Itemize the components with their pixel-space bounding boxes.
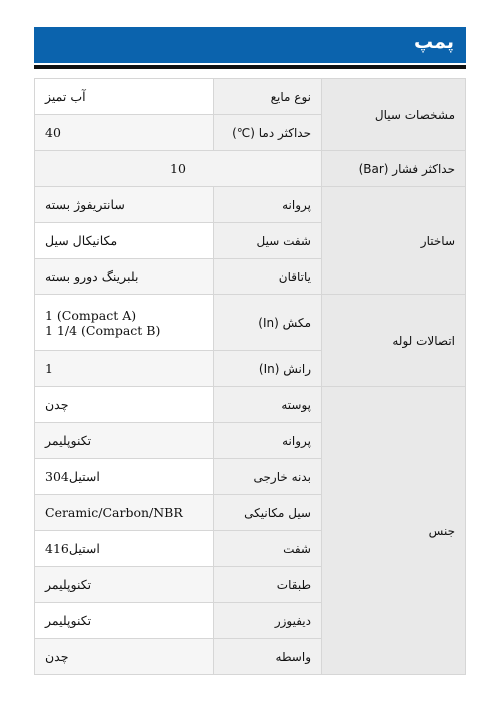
category-structure: ساختار xyxy=(322,187,466,295)
row-value: 40 xyxy=(35,115,214,151)
row-key: یاتاقان xyxy=(214,259,322,295)
value-line: 1 1/4 (Compact B) xyxy=(45,322,161,338)
row-key: بدنه خارجی xyxy=(214,459,322,495)
row-key: پروانه xyxy=(214,423,322,459)
table-row xyxy=(35,295,466,351)
row-value xyxy=(35,295,214,351)
row-key: دیفیوزر xyxy=(214,603,322,639)
header-divider xyxy=(34,65,466,69)
row-value: 1 xyxy=(35,351,214,387)
row-key: طبقات xyxy=(214,567,322,603)
value-line: 1 (Compact A) xyxy=(45,307,137,323)
row-value: بلبرینگ دورو بسته xyxy=(35,259,214,295)
row-key: پروانه xyxy=(214,187,322,223)
category-material: جنس xyxy=(322,387,466,675)
row-value: مکانیکال سیل xyxy=(35,223,214,259)
row-key: رانش (In) xyxy=(214,351,322,387)
row-key: شفت xyxy=(214,531,322,567)
table-row xyxy=(35,151,466,187)
row-value: آب تمیز xyxy=(35,79,214,115)
table-row xyxy=(35,387,466,423)
row-key: حداکثر دما (℃) xyxy=(214,115,322,151)
page-title: پمپ xyxy=(414,31,454,53)
row-value: Ceramic/Carbon/NBR xyxy=(35,495,214,531)
category-fluid: مشخصات سیال xyxy=(322,79,466,151)
row-key: واسطه xyxy=(214,639,322,675)
row-value: تکنوپلیمر xyxy=(35,603,214,639)
row-value: استیل304 xyxy=(35,459,214,495)
table-row xyxy=(35,187,466,223)
row-value: سانتریفوژ بسته xyxy=(35,187,214,223)
row-key: مکش (In) xyxy=(214,295,322,351)
row-key: پوسته xyxy=(214,387,322,423)
category-pressure: حداکثر فشار (Bar) xyxy=(322,151,466,187)
row-key: شفت سیل xyxy=(214,223,322,259)
pressure-value: 10 xyxy=(35,151,322,187)
row-value: چدن xyxy=(35,387,214,423)
spec-table xyxy=(34,78,466,675)
row-key: نوع مایع xyxy=(214,79,322,115)
table-row xyxy=(35,79,466,115)
row-value: چدن xyxy=(35,639,214,675)
row-key: سیل مکانیکی xyxy=(214,495,322,531)
category-pipe-connections: اتصالات لوله xyxy=(322,295,466,387)
row-value: تکنوپلیمر xyxy=(35,423,214,459)
row-value: استیل416 xyxy=(35,531,214,567)
header-bar xyxy=(34,27,466,63)
row-value: تکنوپلیمر xyxy=(35,567,214,603)
